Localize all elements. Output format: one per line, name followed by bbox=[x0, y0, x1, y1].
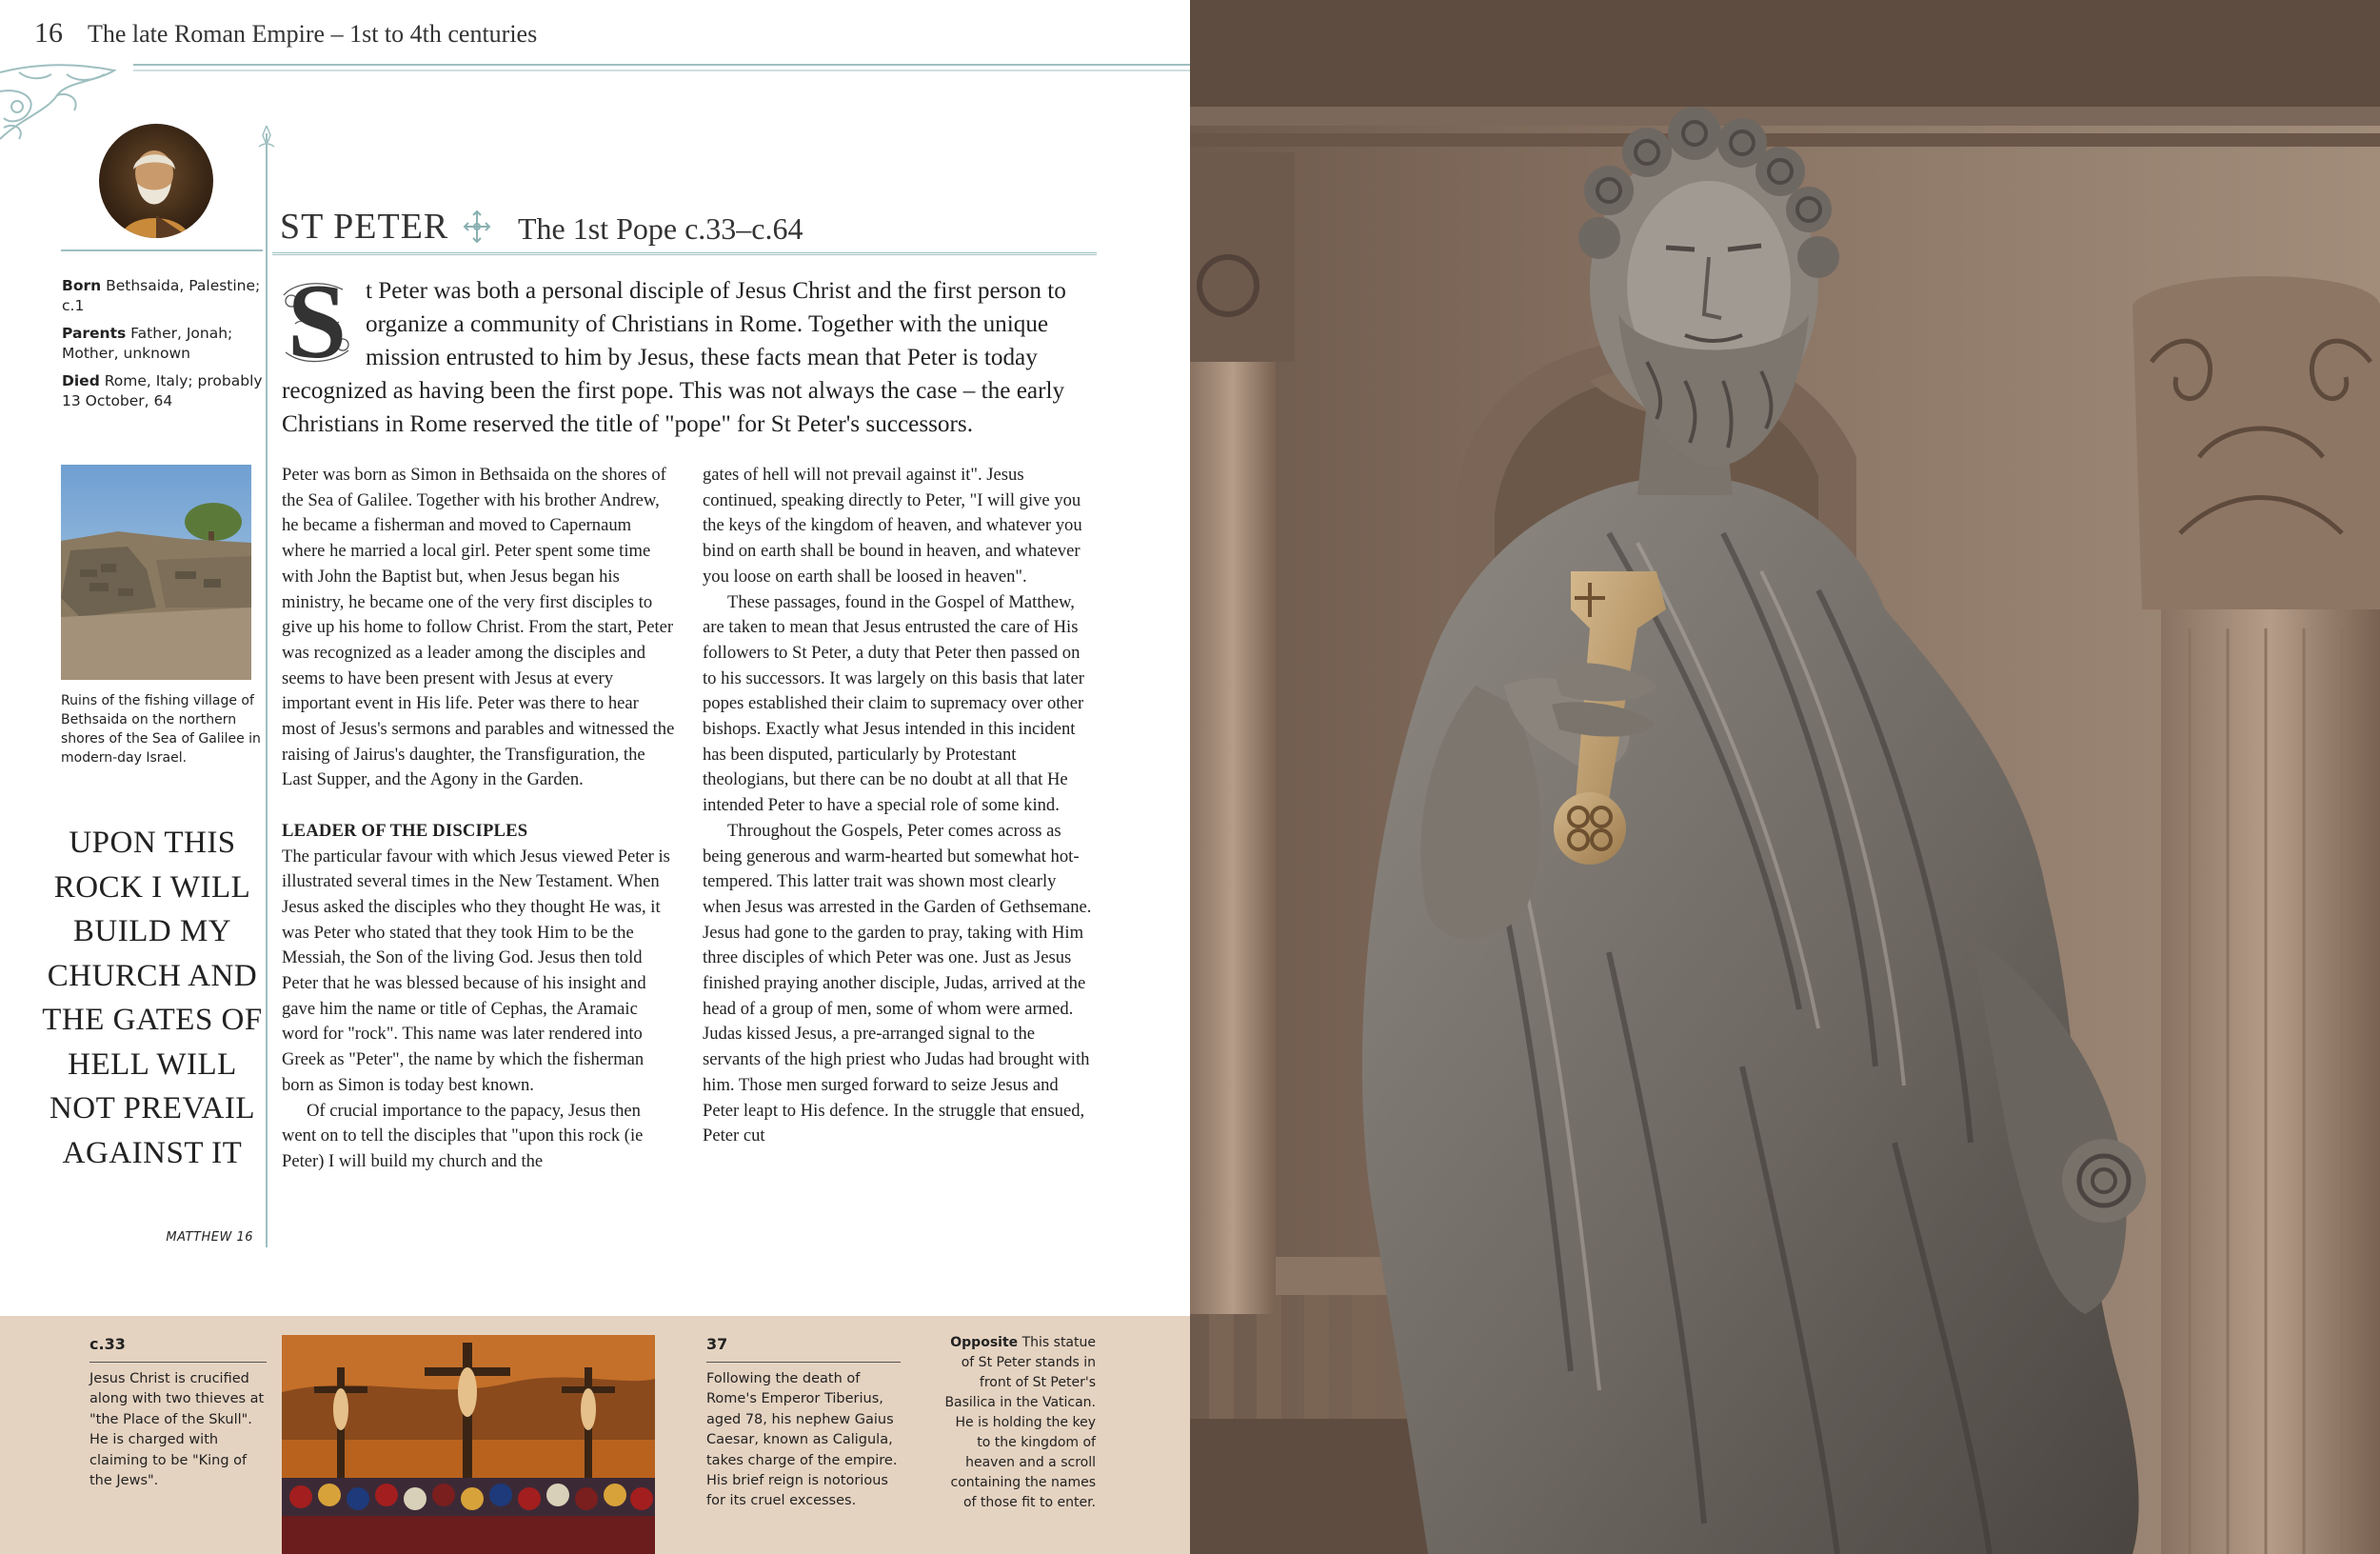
body-column-2 bbox=[703, 463, 1097, 1149]
body-paragraph: Of crucial importance to the papacy, Jesus then went on to tell the disciples that "upon this rock (ie Peter) I will build my church and the bbox=[282, 1100, 644, 1171]
title-bar bbox=[272, 200, 1097, 255]
facts-box bbox=[62, 276, 264, 419]
fact-parents: Parents Father, Jonah; Mother, unknown bbox=[62, 325, 233, 362]
body-paragraph: gates of hell will not prevail against it". Jesus continued, speaking directly to Peter, "I will give you the keys of the kingdom of heaven, and whatever you bind on earth shall be bound in heaven, and whatever you loose on earth shall be loosed in heaven". bbox=[703, 465, 1082, 587]
pull-quote: UPON THIS ROCK I WILL BUILD MY CHURCH AND THE GATES OF HELL WILL NOT PREVAIL AGAINST IT bbox=[42, 826, 263, 1170]
timeline-date: 37 bbox=[706, 1335, 728, 1353]
timeline-strip bbox=[0, 1316, 1190, 1554]
fleuron-ornament bbox=[257, 126, 276, 169]
dropcap: S bbox=[276, 276, 358, 368]
intro-paragraph bbox=[282, 263, 1097, 441]
quote-source: MATTHEW 16 bbox=[166, 1230, 253, 1245]
page-subtitle: The 1st Pope c.33–c.64 bbox=[518, 211, 803, 246]
timeline-date: c.33 bbox=[89, 1335, 126, 1353]
portrait-st-peter bbox=[99, 124, 213, 238]
page-number: 16 bbox=[34, 17, 63, 49]
facts-rule bbox=[61, 249, 263, 251]
crucifixion-painting bbox=[282, 1335, 655, 1554]
section-heading: LEADER OF THE DISCIPLES bbox=[282, 820, 528, 841]
timeline-text: Jesus Christ is crucified along with two thieves at "the Place of the Skull". He is charged with claiming to be "King of the Jews". bbox=[89, 1371, 265, 1489]
fact-died: Died Rome, Italy; probably 13 October, 64 bbox=[62, 372, 263, 409]
statue-photo bbox=[1190, 0, 2380, 1554]
timeline-text: Following the death of Rome's Emperor Tiberius, aged 78, his nephew Gaius Caesar, known as Caligula, takes charge of the empire. His brief reign is notorious for its cruel excesses. bbox=[706, 1371, 898, 1509]
body-paragraph: The particular favour with which Jesus viewed Peter is illustrated several times in the New Testament. When Jesus asked the disciples who they thought He was, it was Peter who stated that they took Him to be the Messiah, the Son of the living God. Jesus then told Peter that he was blessed because of his insight and gave him the name or title of Cephas, the Aramaic word for "rock". This name was later rendered into Greek as "Peter", the name by which the fisherman born as Simon is today best known. bbox=[282, 846, 670, 1095]
running-title: The late Roman Empire – 1st to 4th centuries bbox=[88, 20, 538, 48]
running-head bbox=[34, 17, 537, 55]
intro-text: t Peter was both a personal disciple of Jesus Christ and the first person to organize a community of Christians in Rome. Together with the unique mission entrusted to him by Jesus, these facts mean that Peter is today recognized as having been the first pope. This was not always the case – the early Christians in Rome reserved the title of "pope" for St Peter's successors. bbox=[282, 278, 1066, 437]
st-peter-statue-image bbox=[1190, 0, 2380, 1554]
cross-ornament-icon bbox=[463, 209, 491, 244]
ruins-photo bbox=[61, 465, 251, 680]
opposite-caption: Opposite This statue of St Peter stands in front of St Peter's Basilica in the Vatican. He is holding the key to the kingdom of heaven and a scroll containing the names of those fit to enter. bbox=[944, 1335, 1096, 1510]
body-paragraph: Peter was born as Simon in Bethsaida on the shores of the Sea of Galilee. Together with his brother Andrew, he became a fisherman and moved to Capernaum where he married a local girl. Peter spent some time with John the Baptist but, when Jesus began his ministry, he became one of the very first disciples to give up his home to follow Christ. From the start, Peter was recognized as a leader among the disciples and seems to have been present with Jesus at every important event in His life. Peter was there to hear most of Jesus's sermons and parables and witnessed the raising of Jairus's daughter, the Transfiguration, the Last Supper, and the Agony in the Garden. bbox=[282, 465, 675, 790]
page-title: ST PETER bbox=[280, 207, 449, 247]
ruins-caption: Ruins of the fishing village of Bethsaida on the northern shores of the Sea of Galilee in modern-day Israel. bbox=[61, 693, 261, 766]
timeline-rule bbox=[89, 1362, 267, 1363]
fact-born: Born Bethsaida, Palestine; c.1 bbox=[62, 277, 261, 314]
timeline-rule bbox=[706, 1362, 901, 1363]
body-paragraph: These passages, found in the Gospel of Matthew, are taken to mean that Jesus entrusted the care of His followers to St Peter, a duty that Peter then passed on to his successors. It was largely on this basis that later popes established their claim to supremacy over other bishops. Exactly what Jesus intended in this incident has been disputed, particularly by Protestant theologians, but there can be no doubt at all that He intended Peter to have a special role of some kind. bbox=[703, 591, 1084, 816]
body-paragraph: Throughout the Gospels, Peter comes across as being generous and warm-hearted but somewhat hot-tempered. This latter trait was shown most clearly when Jesus was arrested in the Garden of Gethsemane. Jesus had gone to the garden to pray, taking with Him three disciples of which Peter was one. Just as Jesus finished praying another disciple, Judas, arrived at the head of a group of men, some of whom were armed. Judas kissed Jesus, a pre-arranged signal to the servants of the high priest who Judas had brought with him. Those men surged forward to seize Jesus and Peter leapt to His defence. In the struggle that ensued, Peter cut bbox=[703, 820, 1092, 1146]
body-column-1 bbox=[282, 463, 676, 1175]
